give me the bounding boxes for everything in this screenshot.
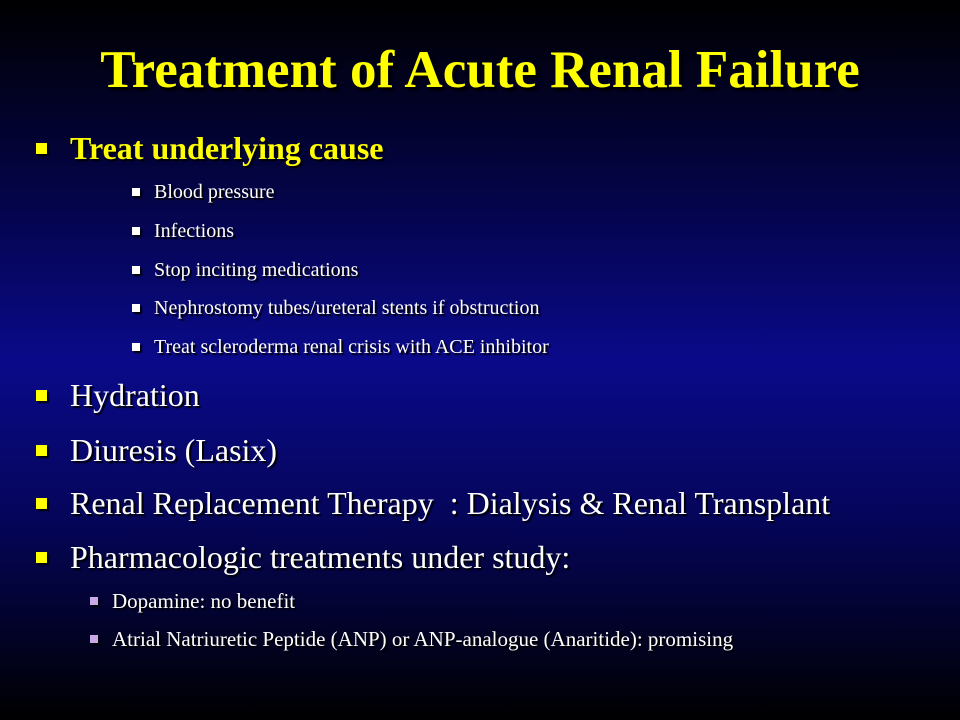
sub-bullet-label: Infections [154,220,234,242]
square-bullet-icon [132,343,140,351]
bullet-label: Treat underlying cause [70,130,384,166]
square-bullet-icon [36,445,47,456]
square-bullet-icon [132,266,140,274]
square-bullet-icon [132,227,140,235]
sub-bullet-label: Blood pressure [154,181,275,203]
square-bullet-icon [36,143,47,154]
sub-bullet-label: Atrial Natriuretic Peptide (ANP) or ANP-analogue (Anaritide): promising [112,627,734,651]
square-bullet-icon [132,188,140,196]
bullet-label: Diuresis (Lasix) [70,432,278,468]
bullet-label: Pharmacologic treatments under study: [70,539,571,575]
sub-bullet-label: Nephrostomy tubes/ureteral stents if obstruction [154,297,540,319]
square-bullet-icon [90,635,98,643]
bullet-label: Renal Replacement Therapy : Dialysis & Renal Transplant [70,485,831,521]
sub-bullet-label: Dopamine: no benefit [112,589,296,613]
square-bullet-icon [36,390,47,401]
square-bullet-icon [36,498,47,509]
square-bullet-icon [36,552,47,563]
square-bullet-icon [132,304,140,312]
square-bullet-icon [90,597,98,605]
sub-bullet-label: Treat scleroderma renal crisis with ACE inhibitor [154,336,549,358]
slide-title: Treatment of Acute Renal Failure [100,41,860,99]
sub-bullet-label: Stop inciting medications [154,259,359,281]
bullet-label: Hydration [70,377,200,413]
